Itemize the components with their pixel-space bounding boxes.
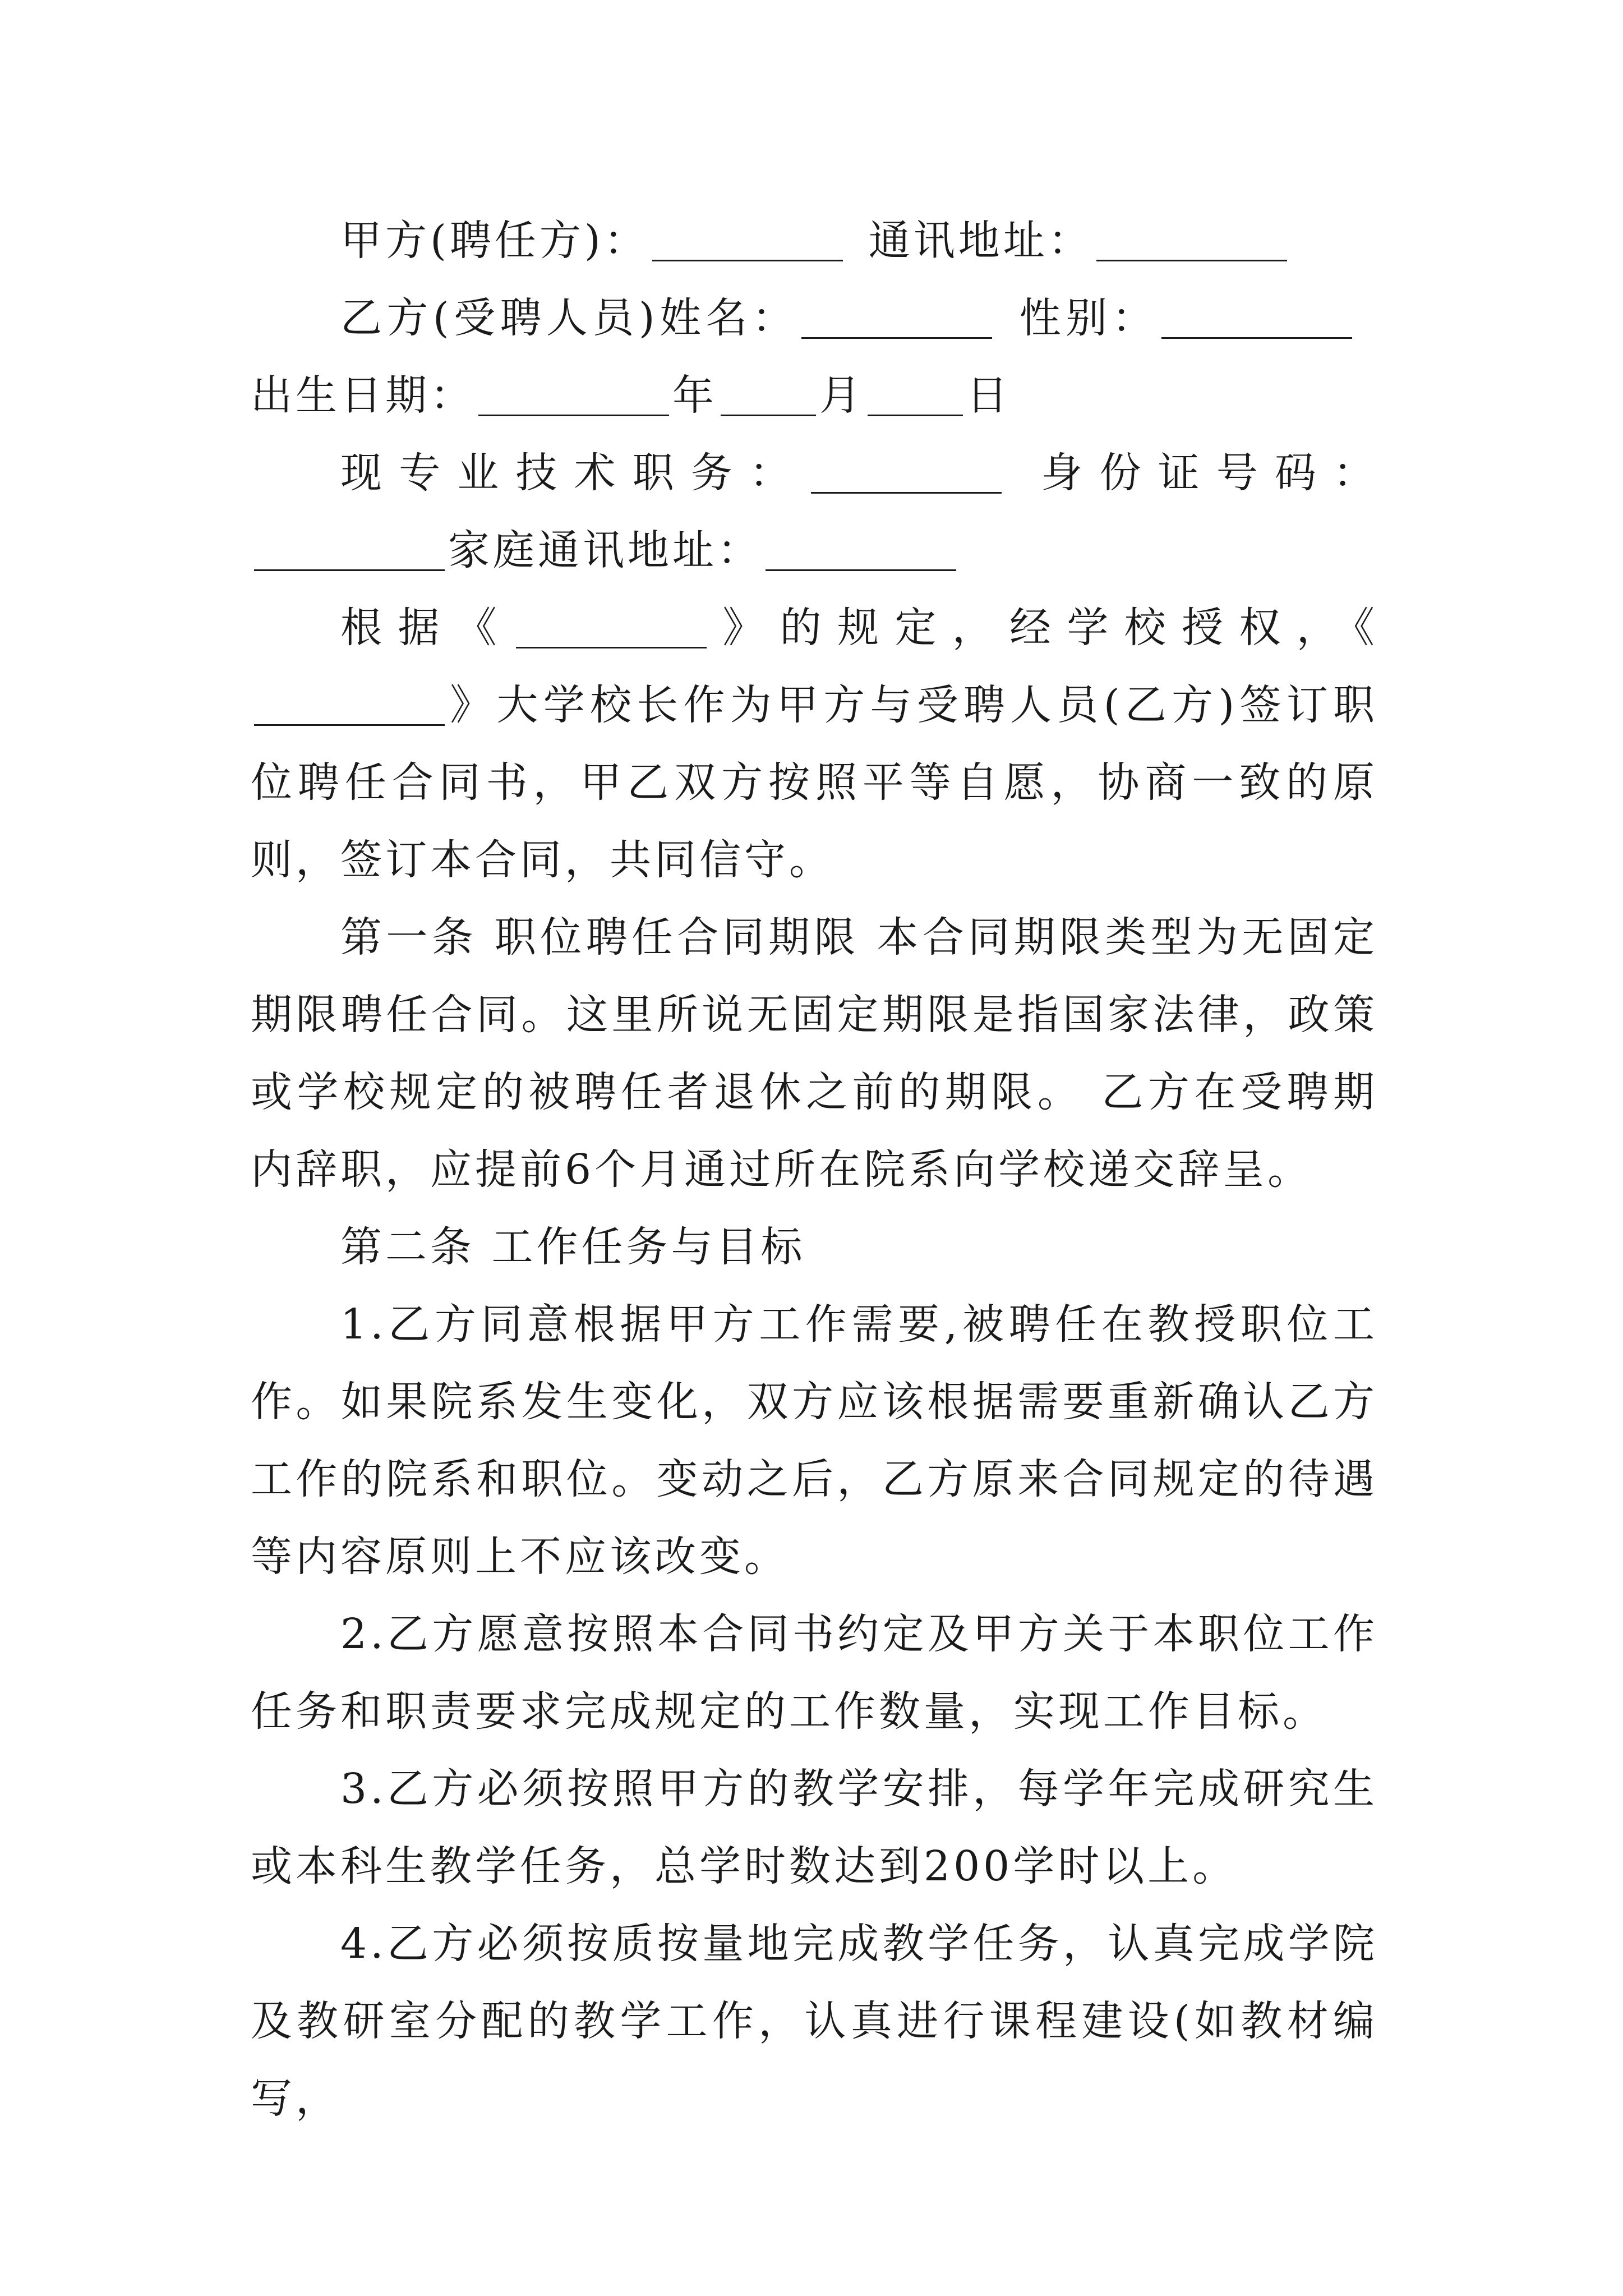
- birth-day-label: 日: [966, 371, 1011, 420]
- party-b-title-line: [251, 434, 1378, 589]
- party-b-name-blank: [801, 292, 992, 339]
- title-label: 现专业技术职务：: [340, 449, 808, 497]
- birth-day-blank: [868, 370, 963, 416]
- preamble-part-2: 》的规定，经学校授权，《: [710, 604, 1378, 652]
- article-1: 第一条 职位聘任合同期限 本合同期限类型为无固定期限聘任合同。这里所说无固定期限是指国家法律，政策或学校规定的被聘任者退休之前的期限。 乙方在受聘期内辞职，应提前6个月通过所在院系向学校递交辞呈。: [251, 913, 1378, 1194]
- home-label: 家庭通讯地址：: [448, 526, 762, 574]
- party-a-line: [251, 202, 1378, 279]
- article-2-item-3: 3.乙方必须按照甲方的教学安排，每学年完成研究生或本科生教学任务，总学时数达到200学时以上。: [251, 1765, 1378, 1890]
- birth-year-label: 年: [672, 371, 717, 420]
- birth-month-label: 月: [819, 371, 864, 420]
- home-blank: [766, 524, 956, 571]
- party-a-address-label: 通讯地址：: [868, 217, 1093, 265]
- preamble-part-3: 》大学校长作为甲方与受聘人员(乙方)签订职位聘任合同书，甲乙双方按照平等自愿，协商一致的原则，签订本合同，共同信守。: [251, 681, 1378, 884]
- article-2-item-1: 1.乙方同意根据甲方工作需要,被聘任在教授职位工作。如果院系发生变化，双方应该根据需要重新确认乙方工作的院系和职位。变动之后，乙方原来合同规定的待遇等内容原则上不应该改变。: [251, 1300, 1378, 1581]
- party-a-blank: [652, 215, 843, 261]
- party-b-name-label: 乙方(受聘人员)姓名：: [340, 294, 799, 342]
- title-blank: [811, 447, 1002, 494]
- university-blank: [254, 679, 445, 726]
- preamble-paragraph: [251, 589, 1378, 899]
- party-b-birth-label: 出生日期：: [251, 371, 475, 420]
- party-a-label: 甲方(聘任方)：: [340, 217, 649, 265]
- birth-year-blank: [478, 370, 669, 416]
- article-2-heading: 第二条 工作任务与目标: [340, 1223, 806, 1271]
- party-b-gender-label: 性别：: [1018, 294, 1158, 342]
- contract-body: [251, 202, 1378, 2137]
- party-b-gender-blank: [1161, 292, 1352, 339]
- article-2-item-4: 4.乙方必须按质按量地完成教学任务，认真完成学院及教研室分配的教学工作，认真进行课程建设(如教材编写，: [251, 1920, 1378, 2123]
- preamble-part-1: 根据《: [340, 604, 513, 652]
- party-b-line: [251, 279, 1378, 434]
- regulation-blank: [516, 602, 707, 648]
- id-blank: [254, 524, 445, 571]
- party-a-address-blank: [1096, 215, 1287, 261]
- article-2-item-2: 2.乙方愿意按照本合同书约定及甲方关于本职位工作任务和职责要求完成规定的工作数量，实现工作目标。: [251, 1610, 1378, 1736]
- id-label: 身份证号码：: [1027, 449, 1378, 497]
- birth-month-blank: [721, 370, 816, 416]
